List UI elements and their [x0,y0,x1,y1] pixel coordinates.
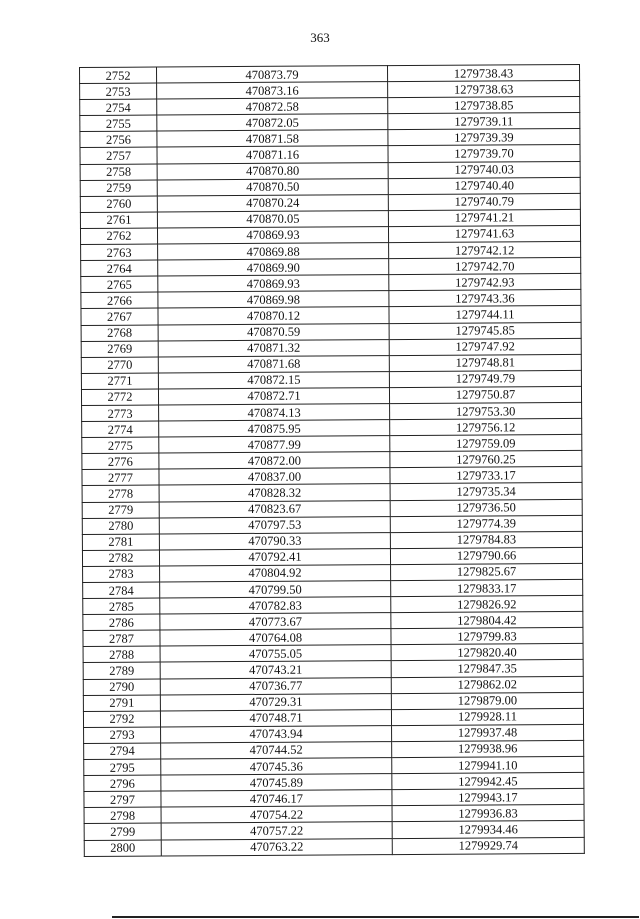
point-number-cell: 2774 [82,421,159,438]
point-number-cell: 2759 [80,180,157,197]
x-coordinate-cell: 470871.58 [157,130,388,148]
point-number-cell: 2782 [82,550,159,567]
point-number-cell: 2784 [83,582,160,599]
x-coordinate-cell: 470757.22 [161,822,392,840]
y-coordinate-cell: 1279733.17 [390,467,582,484]
x-coordinate-cell: 470870.50 [157,178,388,196]
point-number-cell: 2797 [84,791,161,808]
x-coordinate-cell: 470773.67 [160,613,391,631]
point-number-cell: 2757 [80,147,157,164]
x-coordinate-cell: 470869.98 [158,291,389,309]
y-coordinate-cell: 1279740.79 [388,193,580,210]
point-number-cell: 2756 [80,131,157,148]
x-coordinate-cell: 470871.32 [158,339,389,357]
x-coordinate-cell: 470872.58 [157,98,388,116]
point-number-cell: 2772 [81,389,158,406]
y-coordinate-cell: 1279738.85 [388,97,580,114]
y-coordinate-cell: 1279934.46 [392,821,584,838]
coordinates-table [79,64,585,857]
point-number-cell: 2758 [80,164,157,181]
x-coordinate-cell: 470871.16 [157,146,388,164]
y-coordinate-cell: 1279825.67 [391,563,583,580]
x-coordinate-cell: 470746.17 [161,790,392,808]
x-coordinate-cell: 470869.90 [158,259,389,277]
point-number-cell: 2792 [83,711,160,728]
point-number-cell: 2768 [81,325,158,342]
point-number-cell: 2761 [80,212,157,229]
x-coordinate-cell: 470874.13 [159,404,390,422]
y-coordinate-cell: 1279738.43 [387,64,579,81]
point-number-cell: 2773 [82,405,159,422]
point-number-cell: 2780 [82,518,159,535]
x-coordinate-cell: 470828.32 [159,484,390,502]
x-coordinate-cell: 470873.16 [157,82,388,100]
y-coordinate-cell: 1279826.92 [391,596,583,613]
y-coordinate-cell: 1279820.40 [391,644,583,661]
x-coordinate-cell: 470797.53 [159,516,390,534]
y-coordinate-cell: 1279879.00 [391,692,583,709]
x-coordinate-cell: 470872.71 [158,387,389,405]
y-coordinate-cell: 1279937.48 [392,724,584,741]
point-number-cell: 2755 [80,115,157,132]
x-coordinate-cell: 470869.93 [157,227,388,245]
x-coordinate-cell: 470872.00 [159,452,390,470]
y-coordinate-cell: 1279799.83 [391,628,583,645]
point-number-cell: 2791 [83,695,160,712]
point-number-cell: 2777 [82,469,159,486]
y-coordinate-cell: 1279936.83 [392,805,584,822]
point-number-cell: 2799 [84,823,161,840]
point-number-cell: 2787 [83,630,160,647]
y-coordinate-cell: 1279741.63 [388,225,580,242]
point-number-cell: 2779 [82,502,159,519]
point-number-cell: 2786 [83,614,160,631]
x-coordinate-cell: 470745.36 [161,758,392,776]
x-coordinate-cell: 470744.52 [161,742,392,760]
x-coordinate-cell: 470875.95 [159,420,390,438]
point-number-cell: 2754 [80,99,157,116]
y-coordinate-cell: 1279739.39 [388,129,580,146]
point-number-cell: 2769 [81,341,158,358]
point-number-cell: 2795 [84,759,161,776]
y-coordinate-cell: 1279847.35 [391,660,583,677]
x-coordinate-cell: 470872.05 [157,114,388,132]
x-coordinate-cell: 470873.79 [157,66,388,84]
y-coordinate-cell: 1279929.74 [392,837,584,854]
y-coordinate-cell: 1279753.30 [390,402,582,419]
y-coordinate-cell: 1279739.70 [388,145,580,162]
x-coordinate-cell: 470754.22 [161,806,392,824]
x-coordinate-cell: 470782.83 [160,597,391,615]
x-coordinate-cell: 470870.12 [158,307,389,325]
point-number-cell: 2778 [82,485,159,502]
y-coordinate-cell: 1279735.34 [390,483,582,500]
y-coordinate-cell: 1279756.12 [390,418,582,435]
point-number-cell: 2762 [80,228,157,245]
x-coordinate-cell: 470872.15 [158,371,389,389]
point-number-cell: 2770 [81,357,158,374]
x-coordinate-cell: 470870.05 [157,210,388,228]
point-number-cell: 2775 [82,437,159,454]
x-coordinate-cell: 470745.89 [161,774,392,792]
point-number-cell: 2793 [84,727,161,744]
y-coordinate-cell: 1279790.66 [390,547,582,564]
y-coordinate-cell: 1279928.11 [391,708,583,725]
y-coordinate-cell: 1279738.63 [388,81,580,98]
y-coordinate-cell: 1279740.03 [388,161,580,178]
x-coordinate-cell: 470871.68 [158,355,389,373]
y-coordinate-cell: 1279742.12 [389,241,581,258]
x-coordinate-cell: 470870.59 [158,323,389,341]
x-coordinate-cell: 470870.80 [157,162,388,180]
y-coordinate-cell: 1279736.50 [390,499,582,516]
page-number: 363 [310,30,330,45]
y-coordinate-cell: 1279760.25 [390,451,582,468]
point-number-cell: 2771 [81,373,158,390]
point-number-cell: 2767 [81,308,158,325]
point-number-cell: 2789 [83,662,160,679]
y-coordinate-cell: 1279784.83 [390,531,582,548]
point-number-cell: 2752 [80,67,157,84]
point-number-cell: 2794 [84,743,161,760]
point-number-cell: 2766 [81,292,158,309]
x-coordinate-cell: 470736.77 [160,677,391,695]
y-coordinate-cell: 1279741.21 [388,209,580,226]
point-number-cell: 2753 [80,83,157,100]
x-coordinate-cell: 470799.50 [160,581,391,599]
point-number-cell: 2765 [81,276,158,293]
x-coordinate-cell: 470869.88 [158,243,389,261]
y-coordinate-cell: 1279804.42 [391,612,583,629]
y-coordinate-cell: 1279743.36 [389,290,581,307]
point-number-cell: 2783 [83,566,160,583]
x-coordinate-cell: 470743.94 [161,725,392,743]
point-number-cell: 2764 [81,260,158,277]
point-number-cell: 2798 [84,807,161,824]
y-coordinate-cell: 1279739.11 [388,113,580,130]
y-coordinate-cell: 1279747.92 [389,338,581,355]
point-number-cell: 2790 [83,679,160,696]
y-coordinate-cell: 1279943.17 [392,789,584,806]
table-body [80,64,585,856]
point-number-cell: 2776 [82,453,159,470]
point-number-cell: 2781 [82,534,159,551]
x-coordinate-cell: 470869.93 [158,275,389,293]
x-coordinate-cell: 470764.08 [160,629,391,647]
point-number-cell: 2800 [84,840,161,857]
x-coordinate-cell: 470837.00 [159,468,390,486]
x-coordinate-cell: 470763.22 [161,838,392,856]
y-coordinate-cell: 1279774.39 [390,515,582,532]
point-number-cell: 2763 [81,244,158,261]
x-coordinate-cell: 470743.21 [160,661,391,679]
y-coordinate-cell: 1279942.45 [392,773,584,790]
y-coordinate-cell: 1279749.79 [389,370,581,387]
x-coordinate-cell: 470877.99 [159,436,390,454]
y-coordinate-cell: 1279745.85 [389,322,581,339]
x-coordinate-cell: 470729.31 [160,693,391,711]
x-coordinate-cell: 470790.33 [159,532,390,550]
point-number-cell: 2788 [83,646,160,663]
y-coordinate-cell: 1279833.17 [391,579,583,596]
y-coordinate-cell: 1279941.10 [392,756,584,773]
point-number-cell: 2796 [84,775,161,792]
y-coordinate-cell: 1279744.11 [389,306,581,323]
point-number-cell: 2785 [83,598,160,615]
x-coordinate-cell: 470755.05 [160,645,391,663]
bottom-rule [112,916,639,918]
y-coordinate-cell: 1279742.70 [389,258,581,275]
x-coordinate-cell: 470748.71 [160,709,391,727]
x-coordinate-cell: 470870.24 [157,194,388,212]
x-coordinate-cell: 470823.67 [159,500,390,518]
x-coordinate-cell: 470792.41 [159,548,390,566]
y-coordinate-cell: 1279750.87 [389,386,581,403]
y-coordinate-cell: 1279759.09 [390,435,582,452]
y-coordinate-cell: 1279748.81 [389,354,581,371]
y-coordinate-cell: 1279862.02 [391,676,583,693]
y-coordinate-cell: 1279740.40 [388,177,580,194]
table-row [84,837,584,856]
point-number-cell: 2760 [80,196,157,213]
y-coordinate-cell: 1279938.96 [392,740,584,757]
y-coordinate-cell: 1279742.93 [389,274,581,291]
x-coordinate-cell: 470804.92 [160,565,391,583]
